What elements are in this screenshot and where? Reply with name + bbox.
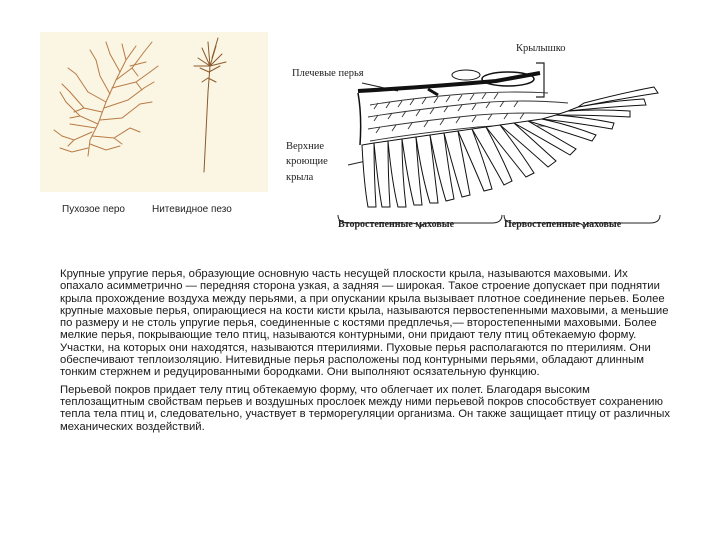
coverts-label-line2: кроющие — [286, 156, 328, 167]
paragraph-plumage-function: Перьевой покров придает телу птиц обтекаемую форму, что облегчает их полет. Благодаря высоким теплозащитным свойствам перьев и воздушных прослоек между ними перьевой покров способствует сохранению тепла тела птиц и, следовательно, участвует в терморегуляции организма. Он также защищает птицу от различных механических воздействий. — [60, 383, 671, 433]
coverts-label-line3: крыла — [286, 172, 314, 183]
down-feather-image — [54, 42, 158, 156]
scapulars-label: Плечевые перья — [292, 68, 364, 79]
coverts-label-line1: Верхние — [286, 141, 325, 152]
alula-bracket — [536, 63, 544, 97]
filoplume-image — [194, 38, 226, 172]
secondary-feathers — [362, 131, 470, 207]
feather-types-illustration — [40, 32, 268, 215]
feather-drawing — [40, 32, 268, 192]
wing-diagram — [278, 35, 678, 240]
filoplume-caption: Нитевидное пезо — [152, 204, 232, 215]
down-feather-caption: Пухозое перо — [62, 204, 125, 215]
wing-drawing — [278, 35, 678, 240]
alula-label: Крылышко — [516, 43, 566, 54]
secondaries-label: Второстепенные маховые — [338, 219, 455, 230]
paragraph-flight-feathers: Крупные упругие перья, образующие основную часть несущей плоскости крыла, называются маховыми. Их опахало асимметрично — передняя сторона узкая, а задняя — широкая. Такое строение допускает при поднятии крыла прохождение воздуха между перьями, а при опускании крыла вызывает плотное соединение перьев. Более крупные маховые перья, опирающиеся на кости кисти крыла, называются первостепенными маховыми, а меньшие по размеру и не столь упругие перья, соединенные с костями предплечья,— второстепенными маховыми. Более мелкие перья, покрывающие тело птиц, называются контурными, они придают телу птиц обтекаемую форму. Участки, на которых они находятся, называются птерилиями. Пуховые перья располагаются по птерилиям. Они обеспечивают теплоизоляцию. Нитевидные перья расположены под контурными перьями, обладают длинным тонким стержнем и редуцированными бородками. Они выполняют осязательную функцию. — [60, 268, 669, 379]
body-text — [60, 268, 672, 438]
primaries-label: Первостепенные маховые — [504, 219, 622, 230]
